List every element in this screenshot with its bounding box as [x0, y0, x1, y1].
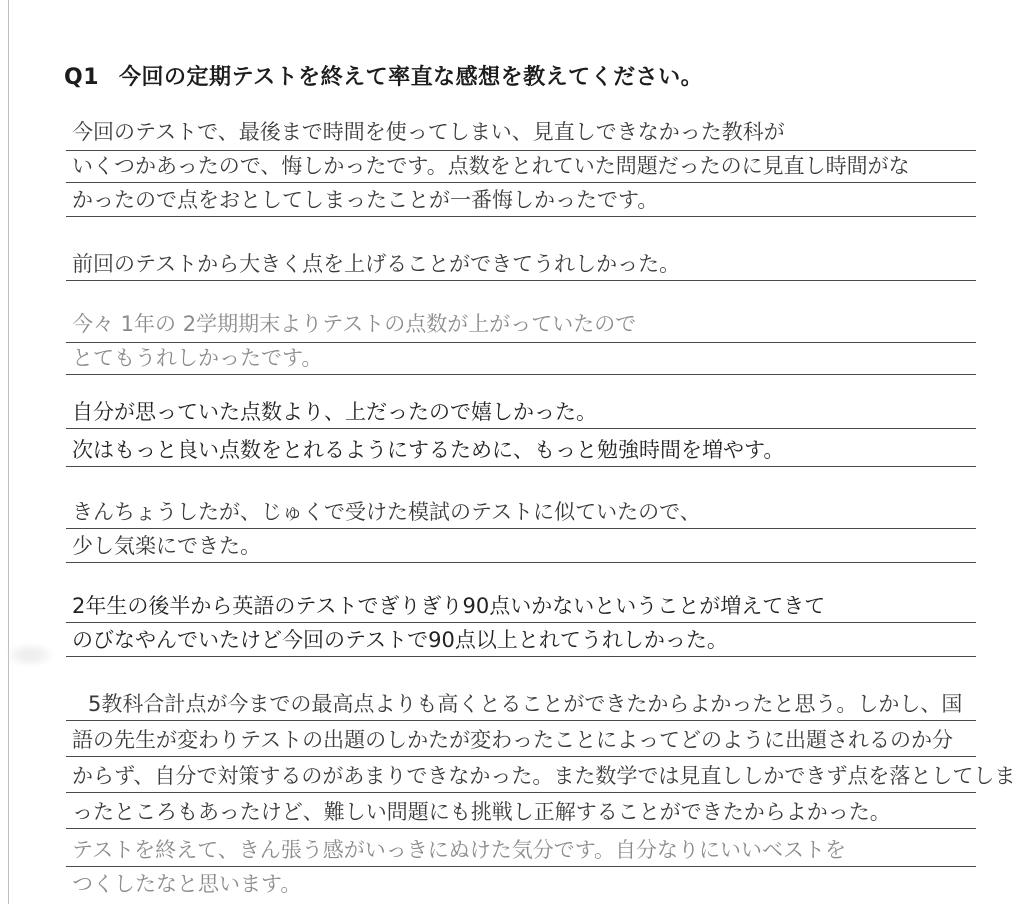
ruled-line: [66, 182, 976, 183]
response-line: 語の先生が変わりテストの出題のしかたが変わったことによってどのように出題されるのか分: [72, 728, 953, 752]
page-edge-line: [8, 0, 9, 904]
response-line: 次はもっと良い点数をとれるようにするために、もっと勉強時間を増やす。: [72, 438, 785, 462]
response-line: 自分が思っていた点数より、上だったので嬉しかった。: [72, 400, 597, 424]
ruled-line: [66, 866, 976, 867]
ruled-line: [66, 150, 976, 151]
response-line: 前回のテストから大きく点を上げることができてうれしかった。: [72, 252, 681, 276]
response-line: きんちょうしたが、じゅくで受けた模試のテストに似ていたので、: [72, 500, 701, 524]
response-line: 今回のテストで、最後まで時間を使ってしまい、見直しできなかった教科が: [72, 120, 785, 144]
ruled-line: [66, 528, 976, 529]
scan-smudge: [0, 640, 60, 670]
response-line: とてもうれしかったです。: [72, 346, 323, 370]
ruled-line: [66, 756, 976, 757]
question-heading: [64, 60, 703, 91]
ruled-line: [66, 216, 976, 217]
response-line: 今々 1年の 2学期期末よりテストの点数が上がっていたので: [72, 312, 637, 336]
response-line: いくつかあったので、悔しかったです。点数をとれていた問題だったのに見直し時間がな: [72, 154, 910, 178]
ruled-line: [66, 562, 976, 563]
question-number: Q1: [64, 65, 100, 90]
ruled-line: [66, 828, 976, 829]
ruled-line: [66, 720, 976, 721]
ruled-line: [66, 342, 976, 343]
ruled-line: [66, 622, 976, 623]
ruled-line: [66, 792, 976, 793]
response-line: テストを終えて、きん張う感がいっきにぬけた気分です。自分なりにいいベストを: [72, 838, 847, 862]
ruled-line: [66, 374, 976, 375]
response-line: 2年生の後半から英語のテストでぎりぎり90点いかないということが増えてきて: [72, 594, 826, 618]
response-line: かったので点をおとしてしまったことが一番悔しかったです。: [72, 188, 659, 212]
ruled-line: [66, 280, 976, 281]
ruled-line: [66, 656, 976, 657]
response-line: のびなやんでいたけど今回のテストで90点以上とれてうれしかった。: [72, 628, 728, 652]
ruled-line: [66, 428, 976, 429]
response-line: からず、自分で対策するのがあまりできなかった。また数学では見直ししかできず点を落としてしま: [72, 764, 1016, 788]
question-text: 今回の定期テストを終えて率直な感想を教えてください。: [119, 65, 704, 90]
response-line: 少し気楽にできた。: [72, 534, 261, 558]
response-line: ったところもあったけど、難しい問題にも挑戦し正解することができたからよかった。: [72, 800, 891, 824]
ruled-line: [66, 466, 976, 467]
response-line: つくしたなと思います。: [72, 872, 302, 896]
response-line: 5教科合計点が今までの最高点よりも高くとることができたからよかったと思う。しかし、国: [88, 692, 963, 716]
